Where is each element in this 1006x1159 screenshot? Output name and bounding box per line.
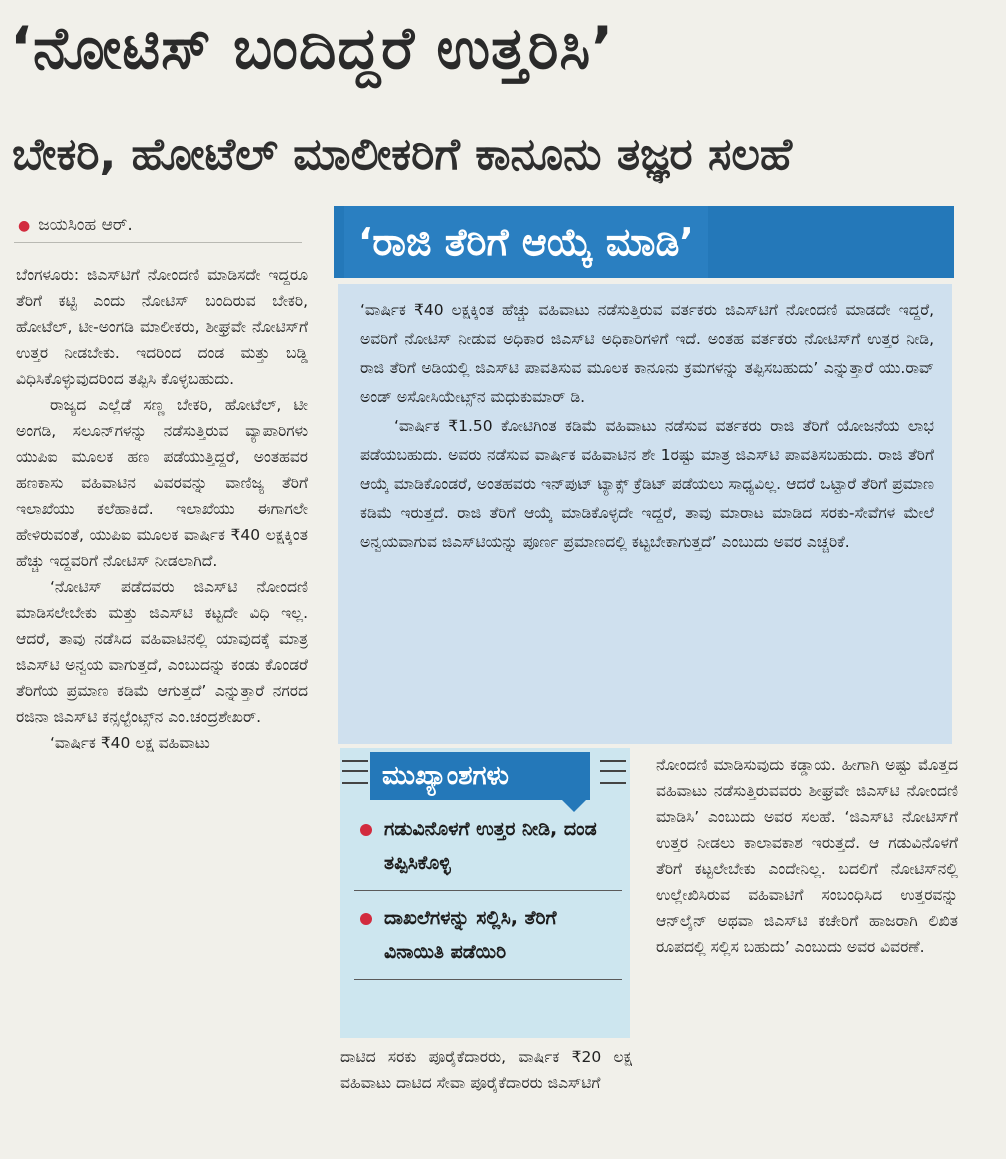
- left-paragraph-1: ಬೆಂಗಳೂರು: ಜಿಎಸ್‌ಟಿಗೆ ನೋಂದಣಿ ಮಾಡಿಸದೇ ಇದ್ದರೂ ತೆರಿಗೆ ಕಟ್ಟಿ ಎಂದು ನೋಟಿಸ್ ಬಂದಿರುವ ಬೇಕರಿ, ಹೋಟೆಲ್, ಟೀ-ಅಂಗಡಿ ಮಾಲೀಕರು, ಶೀಘ್ರವೇ ನೋಟಿಸ್‌ಗೆ ಉತ್ತರ ನೀಡಬೇಕು. ಇದರಿಂದ ದಂಡ ಮತ್ತು ಬಡ್ಡಿ ವಿಧಿಸಿಕೊಳ್ಳುವುದರಿಂದ ತಪ್ಪಿಸಿ ಕೊಳ್ಳಬಹುದು.: [16, 266, 308, 388]
- highlights-title: ಮುಖ್ಯಾಂಶಗಳು: [370, 752, 590, 800]
- highlight-item: [354, 812, 622, 891]
- byline-name: ಜಯಸಿಂಹ ಆರ್.: [38, 215, 133, 235]
- highlight-item: [354, 901, 622, 980]
- box-title-bar: [334, 206, 954, 278]
- highlights-right-lines: [600, 760, 626, 784]
- left-paragraph-2: ರಾಜ್ಯದ ಎಲ್ಲೆಡೆ ಸಣ್ಣ ಬೇಕರಿ, ಹೋಟೆಲ್, ಟೀ ಅಂಗಡಿ, ಸಲೂನ್‌ಗಳನ್ನು ನಡೆಸುತ್ತಿರುವ ವ್ಯಾಪಾರಿಗಳು ಯುಪಿಐ ಮೂಲಕ ಹಣ ಪಡೆಯುತ್ತಿದ್ದರೆ, ಅಂತಹವರ ಹಣಕಾಸು ವಹಿವಾಟಿನ ವಿವರವನ್ನು ವಾಣಿಜ್ಯ ತೆರಿಗೆ ಇಲಾಖೆಯು ಕಲೆಹಾಕಿದೆ. ಇಲಾಖೆಯು ಈಗಾಗಲೇ ಹೇಳಿರುವಂತೆ, ಯುಪಿಐ ಮೂಲಕ ವಾರ್ಷಿಕ ₹40 ಲಕ್ಷಕ್ಕಿಂತ ಹೆಚ್ಚು ಇದ್ದವರಿಗೆ ನೋಟಿಸ್ ನೀಡಲಾಗಿದೆ.: [16, 396, 308, 570]
- highlight-item-text: ಗಡುವಿನೊಳಗೆ ಉತ್ತರ ನೀಡಿ, ದಂಡ ತಪ್ಪಿಸಿಕೊಳ್ಳಿ: [384, 818, 597, 874]
- left-paragraph-4: ‘ವಾರ್ಷಿಕ ₹40 ಲಕ್ಷ ವಹಿವಾಟು: [50, 734, 210, 752]
- right-column: [656, 752, 958, 960]
- middle-bottom-paragraph: ದಾಟಿದ ಸರಕು ಪೂರೈಕೆದಾರರು, ವಾರ್ಷಿಕ ₹20 ಲಕ್ಷ ವಹಿವಾಟು ದಾಟಿದ ಸೇವಾ ಪೂರೈಕೆದಾರರು ಜಿಎಸ್‌ಟಿಗೆ: [340, 1048, 632, 1092]
- red-bullet-icon: [360, 913, 372, 925]
- highlights-title-pointer: [560, 798, 588, 812]
- headline: ‘ನೋಟಿಸ್ ಬಂದಿದ್ದರೆ ಉತ್ತರಿಸಿ’: [10, 14, 615, 82]
- subheadline: ಬೇಕರಿ, ಹೋಟೆಲ್ ಮಾಲೀಕರಿಗೆ ಕಾನೂನು ತಜ್ಞರ ಸಲಹೆ: [12, 129, 793, 180]
- highlight-item-text: ದಾಖಲೆಗಳನ್ನು ಸಲ್ಲಿಸಿ, ತೆರಿಗೆ ವಿನಾಯಿತಿ ಪಡೆಯಿರಿ: [384, 907, 557, 963]
- left-column: [16, 262, 308, 756]
- byline-bullet-icon: ●: [18, 218, 31, 234]
- left-paragraph-3: ‘ನೋಟಿಸ್ ಪಡೆದವರು ಜಿಎಸ್‌ಟಿ ನೋಂದಣಿ ಮಾಡಿಸಲೇಬೇಕು ಮತ್ತು ಜಿಎಸ್‌ಟಿ ಕಟ್ಟದೇ ವಿಧಿ ಇಲ್ಲ. ಆದರೆ, ತಾವು ನಡೆಸಿದ ವಹಿವಾಟಿನಲ್ಲಿ ಯಾವುದಕ್ಕೆ ಮಾತ್ರ ಜಿಎಸ್‌ಟಿ ಅನ್ವಯ ವಾಗುತ್ತದೆ, ಎಂಬುದನ್ನು ಕಂಡು ಕೊಂಡರೆ ತೆರಿಗೆಯ ಪ್ರಮಾಣ ಕಡಿಮೆ ಆಗುತ್ತದೆ’ ಎನ್ನುತ್ತಾರೆ ನಗರದ ರಜಿನಾ ಜಿಎಸ್‌ಟಿ ಕನ್ಸಲ್ಟೆಂಟ್ಸ್‌ನ ಎಂ.ಚಂದ್ರಶೇಖರ್.: [16, 578, 308, 726]
- compounding-tax-box: [338, 284, 952, 744]
- right-paragraph: ನೋಂದಣಿ ಮಾಡಿಸುವುದು ಕಡ್ಡಾಯ. ಹೀಗಾಗಿ ಅಷ್ಟು ಮೊತ್ತದ ವಹಿವಾಟು ನಡೆಸುತ್ತಿರುವವರು ಶೀಘ್ರವೇ ಜಿಎಸ್‌ಟಿ ನೋಂದಣಿ ಮಾಡಿಸಿ’ ಎಂಬುದು ಅವರ ಸಲಹೆ. ‘ಜಿಎಸ್‌ಟಿ ನೋಟಿಸ್‌ಗೆ ಉತ್ತರ ನೀಡಲು ಕಾಲಾವಕಾಶ ಇರುತ್ತದೆ. ಆ ಗಡುವಿನೊಳಗೆ ತೆರಿಗೆ ಕಟ್ಟಲೇಬೇಕು ಎಂದೇನಿಲ್ಲ. ಬದಲಿಗೆ ನೋಟಿಸ್‌ನಲ್ಲಿ ಉಲ್ಲೇಖಿಸಿರುವ ವಹಿವಾಟಿಗೆ ಸಂಬಂಧಿಸಿದ ಉತ್ತರವನ್ನು ಆನ್‌ಲೈನ್ ಅಥವಾ ಜಿಎಸ್‌ಟಿ ಕಚೇರಿಗೆ ಹಾಜರಾಗಿ ಲಿಖಿತ ರೂಪದಲ್ಲಿ ಸಲ್ಲಿಸ ಬಹುದು’ ಎಂಬುದು ಅವರ ವಿವರಣೆ.: [656, 756, 958, 956]
- middle-bottom-column: [340, 1044, 632, 1096]
- box-title: ‘ರಾಜಿ ತೆರಿಗೆ ಆಯ್ಕೆ ಮಾಡಿ’: [344, 206, 708, 278]
- byline-divider: [14, 242, 302, 243]
- highlights-list: [354, 812, 622, 990]
- box-paragraph-2: ‘ವಾರ್ಷಿಕ ₹1.50 ಕೋಟಿಗಿಂತ ಕಡಿಮೆ ವಹಿವಾಟು ನಡೆಸುವ ವರ್ತಕರು ರಾಜಿ ತೆರಿಗೆ ಯೋಜನೆಯ ಲಾಭ ಪಡೆಯಬಹುದು. ಅವರು ನಡೆಸುವ ವಾರ್ಷಿಕ ವಹಿವಾಟಿನ ಶೇ 1ರಷ್ಟು ಮಾತ್ರ ಜಿಎಸ್‌ಟಿ ಪಾವತಿಸಬಹುದು. ರಾಜಿ ತೆರಿಗೆ ಆಯ್ಕೆ ಮಾಡಿಕೊಂಡರೆ, ಅಂತಹವರು ಇನ್‌ಪುಟ್ ಟ್ಯಾಕ್ಸ್ ಕ್ರೆಡಿಟ್ ಪಡೆಯಲು ಸಾಧ್ಯವಿಲ್ಲ. ಆದರೆ ಒಟ್ಟಾರೆ ತೆರಿಗೆ ಪ್ರಮಾಣ ಕಡಿಮೆ ಇರುತ್ತದೆ. ರಾಜಿ ತೆರಿಗೆ ಆಯ್ಕೆ ಮಾಡಿಕೊಳ್ಳದೇ ಇದ್ದರೆ, ತಾವು ಮಾರಾಟ ಮಾಡಿದ ಸರಕು-ಸೇವೆಗಳ ಮೇಲೆ ಅನ್ವಯವಾಗುವ ಜಿಎಸ್‌ಟಿಯನ್ನು ಪೂರ್ಣ ಪ್ರಮಾಣದಲ್ಲಿ ಕಟ್ಟಬೇಕಾಗುತ್ತದೆ’ ಎಂಬುದು ಅವರ ಎಚ್ಚರಿಕೆ.: [360, 417, 934, 551]
- highlights-left-lines: [342, 760, 368, 784]
- byline: [18, 212, 308, 239]
- box-paragraph-1: ‘ವಾರ್ಷಿಕ ₹40 ಲಕ್ಷಕ್ಕಿಂತ ಹೆಚ್ಚು ವಹಿವಾಟು ನಡೆಸುತ್ತಿರುವ ವರ್ತಕರು ಜಿಎಸ್‌ಟಿಗೆ ನೋಂದಣಿ ಮಾಡದೇ ಇದ್ದರೆ, ಅವರಿಗೆ ನೋಟಿಸ್ ನೀಡುವ ಅಧಿಕಾರ ಜಿಎಸ್‌ಟಿ ಅಧಿಕಾರಿಗಳಿಗೆ ಇದೆ. ಅಂತಹ ವರ್ತಕರು ನೋಟಿಸ್‌ಗೆ ಉತ್ತರ ನೀಡಿ, ರಾಜಿ ತೆರಿಗೆ ಅಡಿಯಲ್ಲಿ ಜಿಎಸ್‌ಟಿ ಪಾವತಿಸುವ ಮೂಲಕ ಕಾನೂನು ಕ್ರಮಗಳನ್ನು ತಪ್ಪಿಸಬಹುದು’ ಎನ್ನುತ್ತಾರೆ ಯು.ರಾವ್ ಅಂಡ್ ಅಸೋಸಿಯೇಟ್ಸ್‌ನ ಮಧುಕುಮಾರ್ ಡಿ.: [360, 301, 934, 406]
- red-bullet-icon: [360, 824, 372, 836]
